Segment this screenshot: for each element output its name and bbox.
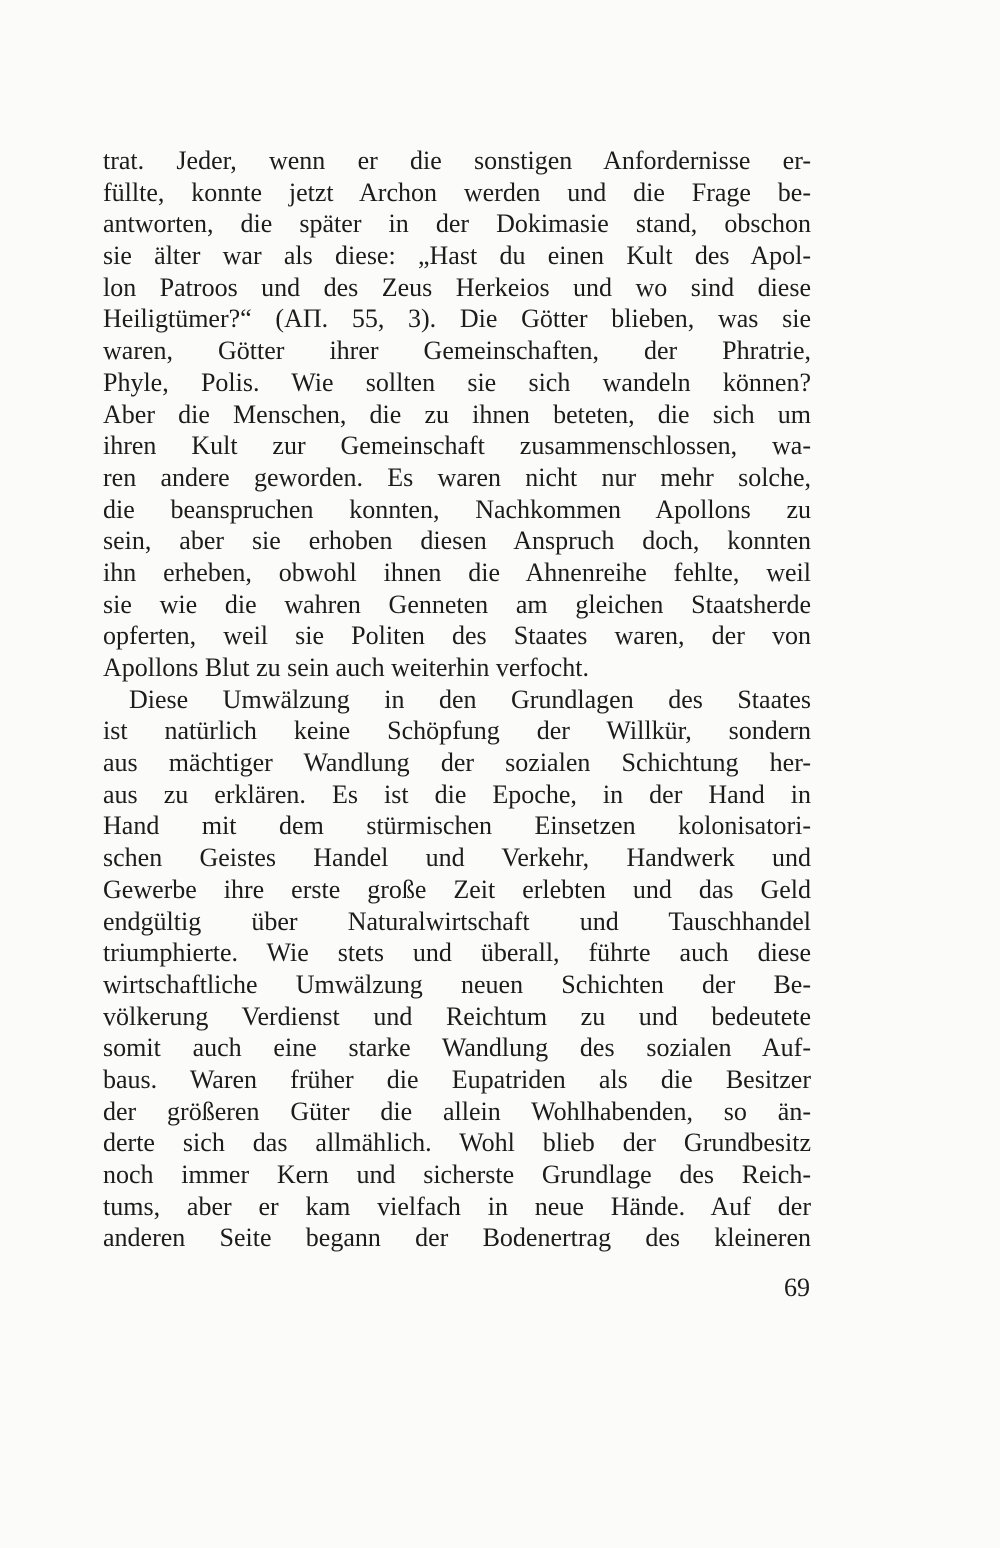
text-line: völkerung Verdienst und Reichtum zu und bedeutete — [103, 1001, 811, 1031]
text-line: triumphierte. Wie stets und überall, führte auch diese — [103, 938, 811, 968]
text-line: ren andere geworden. Es waren nicht nur mehr solche, — [103, 462, 811, 492]
text-line: sein, aber sie erhoben diesen Anspruch doch, konnten — [103, 526, 811, 556]
page-number: 69 — [784, 1273, 810, 1302]
paragraph-2 — [103, 684, 811, 1254]
body-text — [103, 145, 811, 1254]
text-line: sie wie die wahren Genneten am gleichen Staatsherde — [103, 589, 811, 619]
text-line: ihren Kult zur Gemeinschaft zusammenschlossen, wa- — [103, 431, 811, 461]
paragraph-1 — [103, 145, 811, 684]
text-line: Phyle, Polis. Wie sollten sie sich wandeln können? — [103, 367, 811, 397]
text-line: Diese Umwälzung in den Grundlagen des Staates — [129, 684, 811, 714]
text-line: noch immer Kern und sicherste Grundlage des Reich- — [103, 1160, 811, 1189]
text-line: aus zu erklären. Es ist die Epoche, in der Hand in — [103, 779, 811, 809]
text-line: opferten, weil sie Politen des Staates waren, der von — [103, 621, 811, 651]
text-line: trat. Jeder, wenn er die sonstigen Anfordernisse er- — [103, 146, 811, 175]
text-line: schen Geistes Handel und Verkehr, Handwerk und — [103, 843, 811, 873]
text-line: somit auch eine starke Wandlung des sozialen Auf- — [103, 1033, 811, 1063]
text-line: füllte, konnte jetzt Archon werden und die Frage be- — [103, 177, 811, 207]
text-line: Apollons Blut zu sein auch weiterhin verfocht. — [103, 653, 589, 682]
text-line: die beanspruchen konnten, Nachkommen Apollons zu — [103, 494, 811, 524]
text-line: wirtschaftliche Umwälzung neuen Schichten der Be- — [103, 969, 811, 999]
text-line: Heiligtümer?“ (AΠ. 55, 3). Die Götter blieben, was sie — [103, 304, 811, 334]
text-line: derte sich das allmählich. Wohl blieb der Grundbesitz — [103, 1128, 811, 1158]
text-line: Gewerbe ihre erste große Zeit erlebten und das Geld — [103, 874, 811, 904]
text-line: baus. Waren früher die Eupatriden als die Besitzer — [103, 1064, 811, 1094]
text-line: aus mächtiger Wandlung der sozialen Schichtung her- — [103, 748, 811, 778]
text-line: Hand mit dem stürmischen Einsetzen kolonisatori- — [103, 811, 811, 841]
text-line: lon Patroos und des Zeus Herkeios und wo sind diese — [103, 272, 811, 302]
text-line: Aber die Menschen, die zu ihnen beteten, die sich um — [103, 399, 811, 429]
text-line: endgültig über Naturalwirtschaft und Tauschhandel — [103, 906, 811, 936]
text-line: der größeren Güter die allein Wohlhabenden, so än- — [103, 1096, 811, 1126]
text-line: antworten, die später in der Dokimasie stand, obschon — [103, 209, 811, 239]
text-line: anderen Seite begann der Bodenertrag des kleineren — [103, 1223, 811, 1253]
text-line: waren, Götter ihrer Gemeinschaften, der Phratrie, — [103, 336, 811, 366]
text-line: tums, aber er kam vielfach in neue Hände. Auf der — [103, 1191, 811, 1221]
text-line: sie älter war als diese: „Hast du einen Kult des Apol- — [103, 241, 811, 271]
text-line: ist natürlich keine Schöpfung der Willkür, sondern — [103, 716, 811, 746]
text-line: ihn erheben, obwohl ihnen die Ahnenreihe fehlte, weil — [103, 557, 811, 587]
